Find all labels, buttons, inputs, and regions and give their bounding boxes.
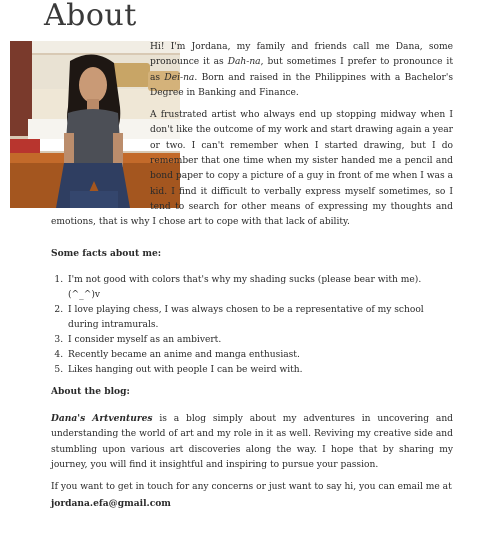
about-content	[51, 40, 453, 519]
photo-spacer	[10, 40, 150, 211]
blog-text: is a blog simply about my adventures in uncovering and understanding the world of art and my role in it as well. Reviving my creative side and stumbling upon various art discoveries along the way. I hope that by sharing my journey, you will find it insightful and inspiring to pursue your passion.	[51, 414, 453, 471]
facts-list	[51, 273, 453, 378]
list-item: 2. I love playing chess, I was always chosen to be a representative of my school during intramurals.	[66, 303, 453, 333]
intro-text-a: Hi! I'm Jordana, my family and friends call me Dana, some pronounce it as	[150, 42, 453, 68]
pronunciation-1: Dah-na	[227, 57, 261, 68]
blog-heading: About the blog:	[51, 385, 130, 397]
facts-heading: Some facts about me:	[51, 247, 162, 259]
list-item: 3. I consider myself as an ambivert.	[66, 333, 453, 348]
pronunciation-2: Dei-na	[164, 72, 195, 83]
intro-text-c: . Born and raised in the Philippines with a Bachelor's Degree in Banking and Finance.	[150, 72, 453, 98]
page-title: About	[44, 0, 137, 33]
blog-paragraph	[51, 411, 453, 473]
list-item: 1. I'm not good with colors that's why my shading sucks (please bear with me). (^_^)v	[66, 273, 453, 303]
contact-paragraph	[51, 480, 453, 512]
list-item: 5. Likes hanging out with people I can be weird with.	[66, 363, 453, 378]
intro-paragraph-2: A frustrated artist who always end up stopping midway when I don't like the outcome of my work and start drawing again a year or two. I can't remember when I started drawing, but I do remember that one time when my sister handed me a pencil and bond paper to copy a picture of a guy in front of me when I was a kid. I find it difficult to verbally express myself sometimes, so I tend to search for other means of expressing my thoughts and emotions, that is why I chose art to cope with that lack of ability.	[51, 110, 453, 228]
blog-name: Dana's Artventures	[51, 413, 153, 425]
email-link[interactable]: jordana.efa@gmail.com	[51, 497, 171, 509]
contact-text: If you want to get in touch for any concerns or just want to say hi, you can email me at	[51, 482, 452, 493]
list-item: 4. Recently became an anime and manga enthusiast.	[66, 348, 453, 363]
intro-text-b: , but sometimes I prefer to pronounce it as	[150, 57, 453, 83]
